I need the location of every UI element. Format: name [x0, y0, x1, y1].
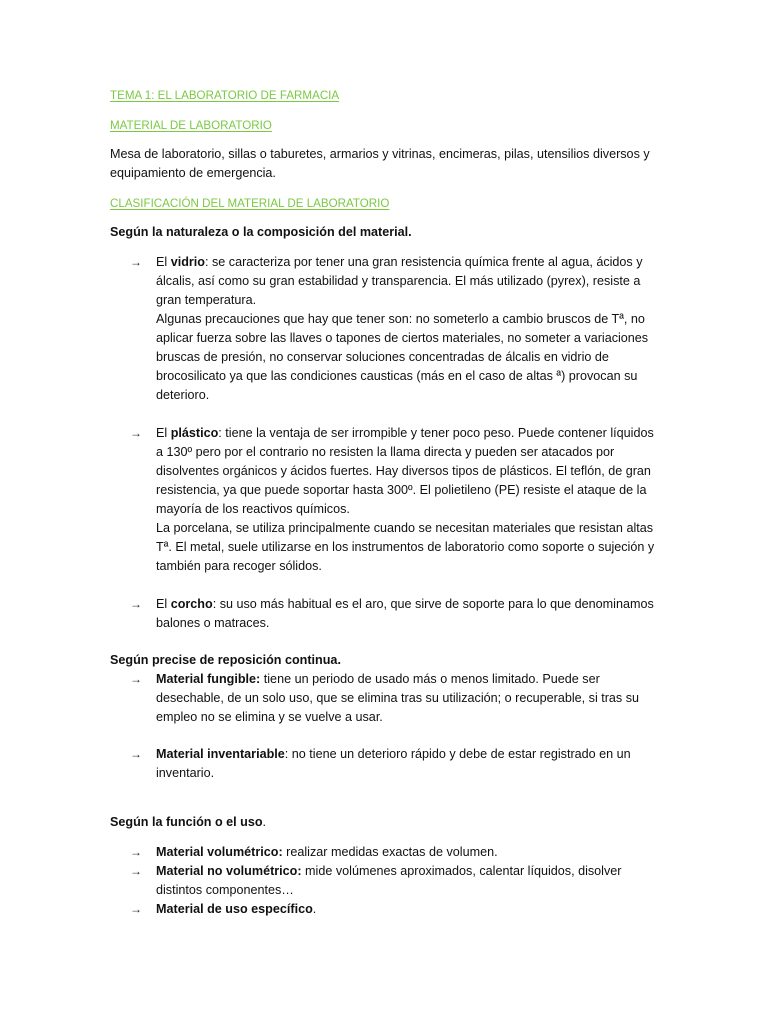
list-item-volumetric — [110, 843, 662, 862]
list-item-text: El vidrio: se caracteriza por tener una gran resistencia química frente al agua, ácidos y álcalis, así como su gran estabilidad y transparencia. El más utilizado (pyrex), resiste a gran temperatura. — [156, 255, 643, 307]
list-item-specific-use — [110, 900, 662, 919]
arrow-bullet-icon: → — [130, 747, 142, 761]
list-item-text: El plástico: tiene la ventaja de ser irrompible y tener poco peso. Puede contener líquidos a 130º pero por el contrario no resisten la llama directa y pueden ser atacados por disolventes orgánicos y ácidos fuertes. Hay diversos tipos de plásticos. El teflón, de gran resistencia, ya que puede soportar hasta 300º. El polietileno (PE) resiste el ataque de la mayoría de los reactivos químicos. — [156, 426, 654, 516]
section-title-composition: Según la naturaleza o la composición del material. — [110, 225, 412, 239]
list-item-text: Material inventariable: no tiene un deterioro rápido y debe de estar registrado en un inventario. — [156, 747, 631, 780]
list-item-text: Material volumétrico: realizar medidas exactas de volumen. — [156, 845, 498, 859]
material-heading: MATERIAL DE LABORATORIO — [110, 119, 272, 132]
list-item-fungible — [110, 670, 662, 727]
function-list — [110, 843, 662, 919]
list-item-glass — [110, 253, 662, 405]
list-item-plastic — [110, 424, 662, 576]
arrow-bullet-icon: → — [130, 255, 142, 269]
list-item-inventariable — [110, 745, 662, 783]
arrow-bullet-icon: → — [130, 672, 142, 686]
document-body — [110, 86, 662, 919]
composition-list — [110, 253, 662, 633]
list-item-text: Material fungible: tiene un periodo de usado más o menos limitado. Puede ser desechable, de un solo uso, que se elimina tras su utilización; o recuperable, si tras su empleo no se elimina y se vuelve a usar. — [156, 672, 640, 724]
intro-paragraph: Mesa de laboratorio, sillas o taburetes, armarios y vitrinas, encimeras, pilas, utensilios diversos y equipamiento de emergencia. — [110, 147, 650, 180]
replacement-list — [110, 670, 662, 783]
list-item-cork — [110, 595, 662, 633]
document-title: TEMA 1: EL LABORATORIO DE FARMACIA — [110, 89, 340, 102]
list-item-text: Material de uso específico. — [156, 902, 317, 916]
arrow-bullet-icon: → — [130, 597, 142, 611]
arrow-bullet-icon: → — [130, 426, 142, 440]
arrow-bullet-icon: → — [130, 845, 142, 859]
classification-heading: CLASIFICACIÓN DEL MATERIAL DE LABORATORIO — [110, 197, 390, 210]
section-title-replacement: Según precise de reposición continua. — [110, 653, 341, 667]
arrow-bullet-icon: → — [130, 864, 142, 878]
list-item-text: Material no volumétrico: mide volúmenes aproximados, calentar líquidos, disolver distintos componentes… — [156, 864, 622, 897]
list-item-extra: Algunas precauciones que hay que tener son: no someterlo a cambio bruscos de Tª, no aplicar fuerza sobre las llaves o tapones de ciertos materiales, no someter a variaciones bruscas de presión, no conservar soluciones concentradas de álcalis en vidrio de brocosilicato ya que las condiciones causticas (más en el caso de altas ª) provocan su deterioro. — [156, 312, 649, 402]
arrow-bullet-icon: → — [130, 902, 142, 916]
list-item-extra: La porcelana, se utiliza principalmente cuando se necesitan materiales que resistan altas Tª. El metal, suele utilizarse en los instrumentos de laboratorio como soporte o sujeción y también para recoger sólidos. — [156, 521, 655, 573]
section-title-function: Según la función o el uso. — [110, 815, 267, 829]
list-item-text: El corcho: su uso más habitual es el aro, que sirve de soporte para lo que denominamos balones o matraces. — [156, 597, 654, 630]
list-item-non-volumetric — [110, 862, 662, 900]
